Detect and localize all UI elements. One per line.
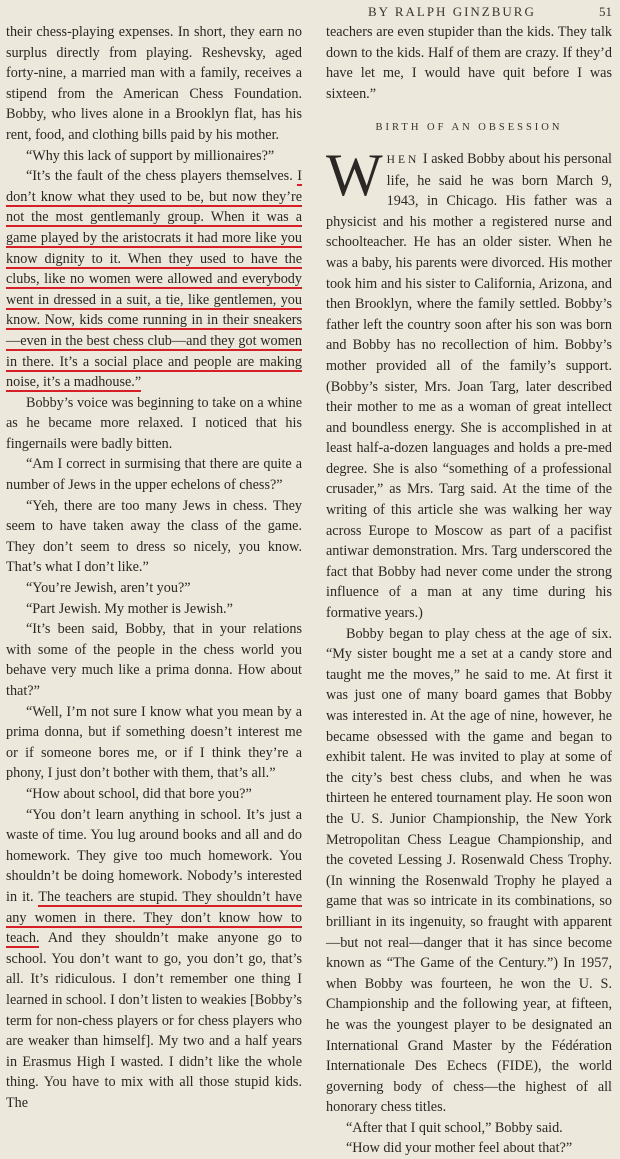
quote-text: “It’s the fault of the chess players themselves. [26, 168, 293, 185]
lead-in: HEN [386, 153, 420, 166]
paragraph: Bobby’s voice was beginning to take on a whine as he became more relaxed. I noticed that his fingernails were badly bitten. [6, 394, 302, 452]
paragraph: “How about school, did that bore you?” [26, 785, 252, 802]
paragraph: “Why this lack of support by millionaires?” [26, 147, 275, 164]
underlined-passage: The teachers are stupid. They shouldn’t have any women in there. They don’t know how to teach. [6, 888, 302, 947]
body-text: I asked Bobby about his personal life, he said he was born March 9, 1943, in Chicago. His father was a physicist and his mother a registered nurse and schoolteacher. He has an older sister. When he was a baby, his parents were divorced. His mother took him and his sister to California, Arizona, and then Brooklyn, where the family settled. Bobby’s father left the country soon after his son was born and Bobby has no recollection of him. Bobby’s mother provided all of the family’s support. (Bobby’s sister, Mrs. Joan Targ, later described their mother to me as a woman of great intellect and boundless energy. She is accomplished in at least half-a-dozen languages and holds a pre-med degree. She is also “something of a professional crusader,” as Mrs. Targ said. At the time of the writing of this article she was walking her way across Europe to Moscow as part of a pacifist antiwar demonstration. Mrs. Targ underscored the fact that Bobby had never come under the strong influence of a man at any time during his formative years.) [326, 150, 612, 622]
underlined-passage: I don’t know what they used to be, but now they’re not the most gentlemanly group. When it was a game played by the aristocrats it had more like you know dignity to it. When they used to have the clubs, like no women were allowed and everybody went in dressed in a suit, a tie, like gentlemen, you know. Now, kids come running in in their sneakers—even in the best chess club—and they got women in there. It’s a social place and people are making noise, it’s a madhouse.” [6, 168, 302, 391]
quote-text: And they shouldn’t make anyone go to school. You don’t want to go, you don’t go, that’s all. It’s ridiculous. I don’t remember one thing I learned in school. I don’t listen to weakies [Bobby’s term for non-chess players or for chess players who are weaker than himself]. My two and a half years in Erasmus High I wasted. I didn’t like the whole thing. You have to mix with all those stupid kids. The [6, 930, 302, 1111]
quote-text: “You don’t learn anything in school. It’s just a waste of time. You lug around books and all and do homework. They give too much homework. You shouldn’t be doing homework. Nobody’s interested in it. [6, 806, 302, 905]
page-header [334, 4, 612, 22]
left-column [6, 22, 302, 1113]
paragraph: “Well, I’m not sure I know what you mean by a prima donna, but if something doesn’t interest me or if someone bores me, or if I think they’re a phony, I just don’t bother with them, that’s all.” [6, 703, 302, 782]
paragraph: “Yeh, there are too many Jews in chess. They seem to have taken away the class of the game. They don’t seem to dress so nicely, you know. That’s what I don’t like.” [6, 497, 302, 576]
paragraph: “Part Jewish. My mother is Jewish.” [26, 600, 233, 617]
paragraph: “How did your mother feel about that?” [346, 1140, 573, 1157]
paragraph: teachers are even stupider than the kids. They talk down to the kids. Half of them are crazy. If they’d have let me, I would have quit before I was sixteen.” [326, 24, 612, 102]
section-heading: BIRTH OF AN OBSESSION [375, 122, 563, 134]
page-number: 51 [599, 4, 612, 19]
byline: BY RALPH GINZBURG [368, 4, 536, 19]
paragraph: “You’re Jewish, aren’t you?” [26, 580, 191, 597]
paragraph [6, 166, 302, 393]
paragraph: “It’s been said, Bobby, that in your relations with some of the people in the chess world you behave very much like a prima donna. How about that?” [6, 621, 302, 699]
paragraph: “Am I correct in surmising that there are quite a number of Jews in the upper echelons of chess?” [6, 456, 302, 494]
drop-cap: W [326, 141, 383, 208]
paragraph [6, 805, 302, 1114]
paragraph: “After that I quit school,” Bobby said. [346, 1119, 563, 1136]
paragraph: their chess-playing expenses. In short, they earn no surplus directly from playing. Reshevsky, aged forty-nine, a married man with a family, receives a stipend from the American Chess Foundation. Bobby, who lives alone in a Brooklyn flat, has his rent, food, and clothing bills paid by his mother. [6, 24, 302, 143]
paragraph [326, 141, 612, 624]
paragraph: Bobby began to play chess at the age of six. “My sister bought me a set at a candy store and taught me the moves,” he said to me. At first it was just one of many board games that Bobby was interested in. At the age of nine, however, he became obsessed with the game and began to exhibit talent. He was invited to play at some of the city’s best chess clubs, and when he was thirteen he entered tournament play. He soon won the U. S. Junior Championship, the New York Metropolitan Chess League Championship, and the coveted Lessing J. Rosenwald Chess Trophy. (In winning the Rosenwald Trophy he played a game that was so intricate in its combinations, so brilliant in its ingenuity, so fraught with apparent—but not real—danger that it has since become known as “The Game of the Century.”) In 1957, when Bobby was fourteen, he won the U. S. Championship and the following year, at fifteen, he was the youngest player to be designated an International Grand Master by the Fédération Internationale Des Echecs (FIDE), the world governing body of chess—the highest of all honorary chess titles. [326, 625, 612, 1116]
right-column [326, 22, 612, 1159]
